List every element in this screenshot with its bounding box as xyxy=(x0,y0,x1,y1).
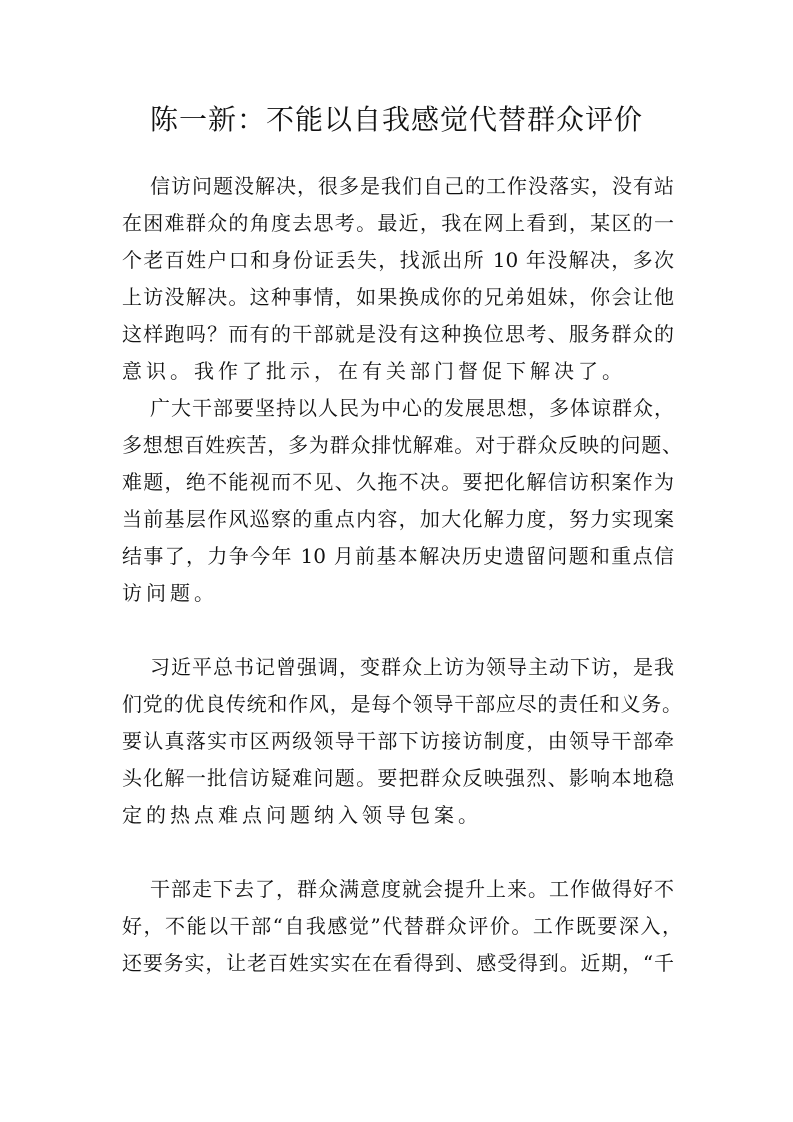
text-line: 干部走下去了，群众满意度就会提升上来。工作做得好不 xyxy=(150,877,674,901)
text-line: 难题，绝不能视而不见、久拖不决。要把化解信访积案作为 xyxy=(122,470,674,494)
text-line: 意识。我作了批示，在有关部门督促下解决了。 xyxy=(122,359,626,383)
text-line: 还要务实，让老百姓实实在在看得到、感受得到。近期，“千 xyxy=(122,951,674,975)
text-line: 广大干部要坚持以人民为中心的发展思想，多体谅群众， xyxy=(150,396,674,420)
text-line: 头化解一批信访疑难问题。要把群众反映强烈、影响本地稳 xyxy=(122,766,674,790)
text-line: 当前基层作风巡察的重点内容，加大化解力度，努力实现案 xyxy=(122,507,674,531)
document-title: 陈一新：不能以自我感觉代替群众评价 xyxy=(149,103,643,136)
paragraph xyxy=(122,168,674,390)
text-line: 在困难群众的角度去思考。最近，我在网上看到，某区的一 xyxy=(122,211,674,235)
document-body xyxy=(122,168,682,982)
text-line: 定的热点难点问题纳入领导包案。 xyxy=(122,803,482,827)
text-line: 多想想百姓疾苦，多为群众排忧解难。对于群众反映的问题、 xyxy=(122,433,682,457)
paragraph xyxy=(122,390,682,612)
text-line: 信访问题没解决，很多是我们自己的工作没落实，没有站 xyxy=(150,174,674,198)
text-line: 访问题。 xyxy=(122,581,218,605)
text-line: 好，不能以干部“自我感觉”代替群众评价。工作既要深入， xyxy=(122,914,682,938)
text-line: 们党的优良传统和作风，是每个领导干部应尽的责任和义务。 xyxy=(122,692,682,716)
paragraph xyxy=(122,871,682,982)
text-line: 个老百姓户口和身份证丢失，找派出所 10 年没解决，多次 xyxy=(122,248,674,272)
text-line: 要认真落实市区两级领导干部下访接访制度，由领导干部牵 xyxy=(122,729,674,753)
text-line: 习近平总书记曾强调，变群众上访为领导主动下访，是我 xyxy=(150,655,674,679)
text-line: 这样跑吗？而有的干部就是没有这种换位思考、服务群众的 xyxy=(122,322,674,346)
text-line: 结事了，力争今年 10 月前基本解决历史遗留问题和重点信 xyxy=(122,544,674,568)
paragraph xyxy=(122,649,682,834)
text-line: 上访没解决。这种事情，如果换成你的兄弟姐妹，你会让他 xyxy=(122,285,674,309)
